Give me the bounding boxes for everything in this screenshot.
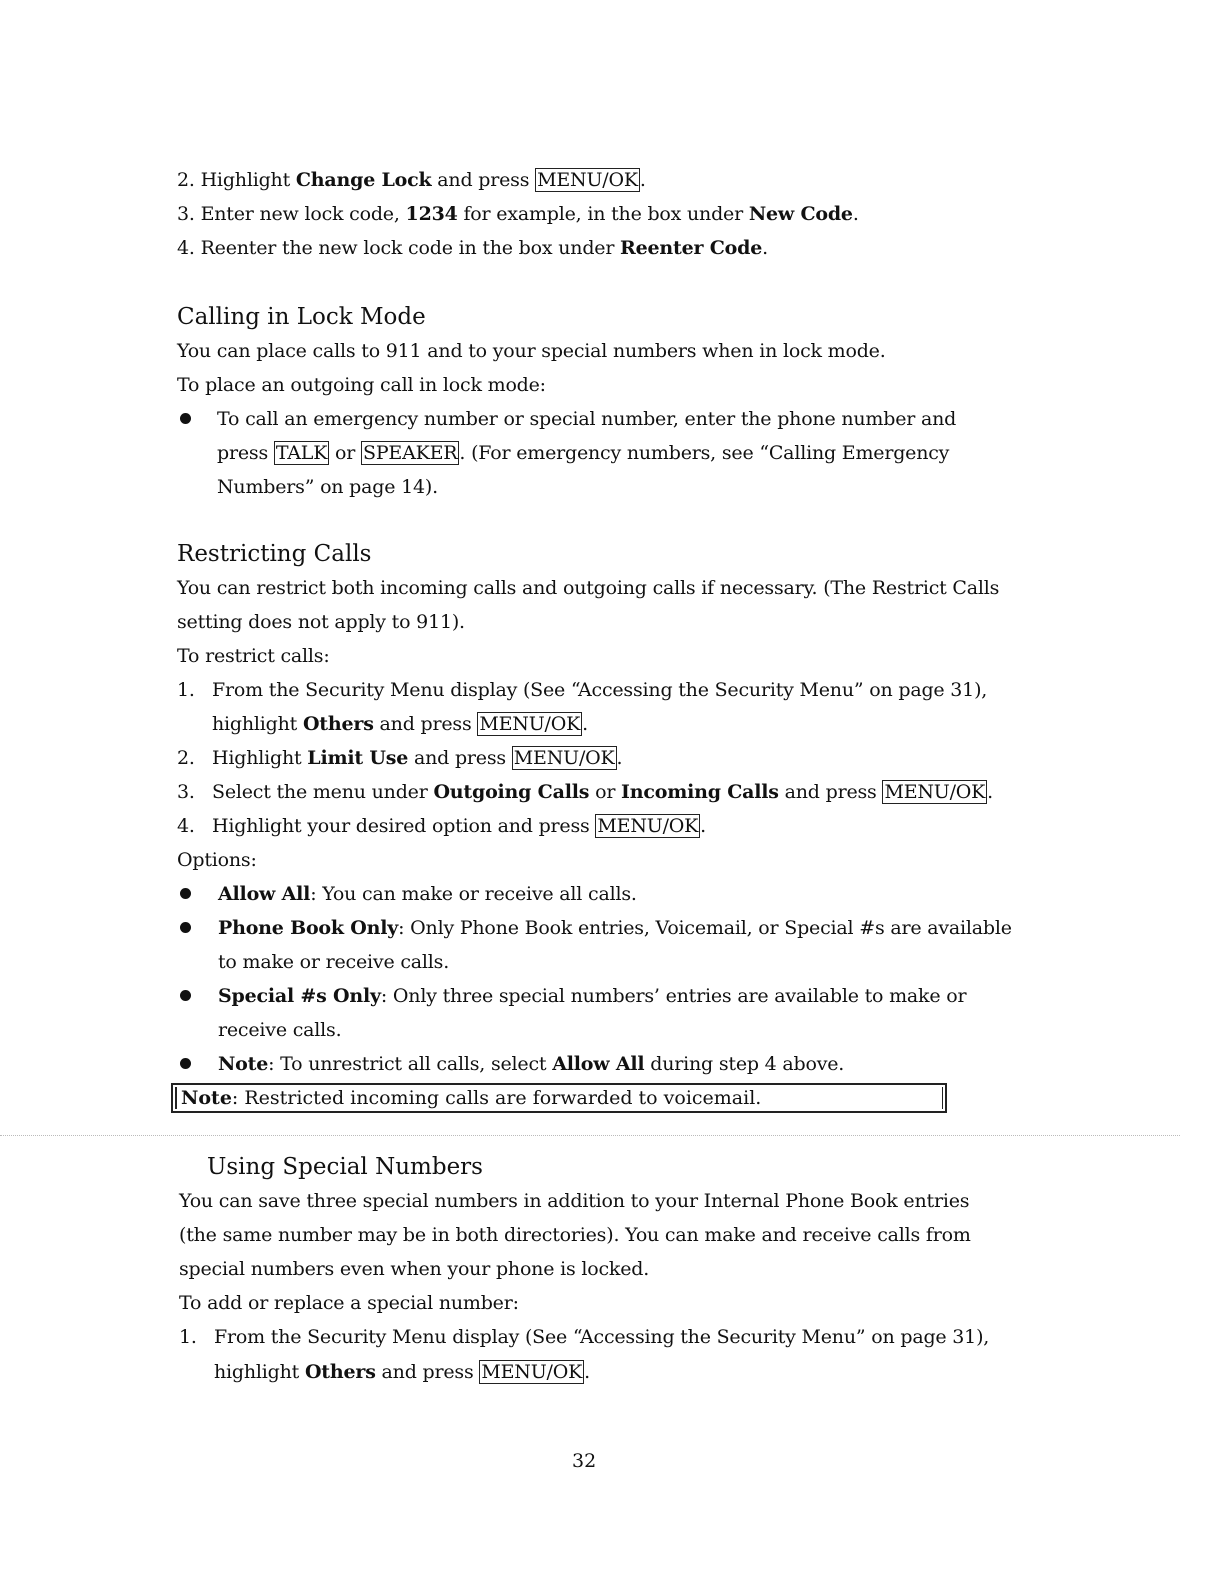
heading-restricting-calls: Restricting Calls (177, 541, 372, 567)
step-4-reenter-code: 4. Reenter the new lock code in the box under Reenter Code. (177, 237, 768, 259)
step-text: highlight Others and press MENU/OK . (212, 713, 588, 735)
step-number: 1. (177, 679, 195, 701)
option-text: to make or receive calls. (218, 951, 450, 973)
paragraph: To restrict calls: (177, 645, 330, 667)
step-text: Highlight your desired option and press MENU/OK . (212, 815, 706, 837)
bullet-text: Numbers” on page 14). (217, 476, 438, 498)
step-number: 1. (179, 1326, 197, 1348)
menu-ok-key: MENU/OK (513, 747, 615, 769)
menu-ok-key: MENU/OK (481, 1361, 583, 1383)
option-text: receive calls. (218, 1019, 342, 1041)
menu-ok-key: MENU/OK (479, 713, 581, 735)
paragraph: To add or replace a special number: (179, 1292, 519, 1314)
bullet-icon (180, 1058, 191, 1069)
menu-ok-key: MENU/OK (537, 169, 638, 191)
section-divider (0, 1135, 1180, 1136)
bullet-icon (180, 413, 191, 424)
step-number: 4. (177, 815, 195, 837)
note-box (171, 1083, 947, 1113)
option-note: Note: To unrestrict all calls, select Allow All during step 4 above. (218, 1053, 845, 1075)
paragraph: special numbers even when your phone is locked. (179, 1258, 650, 1280)
step-text: From the Security Menu display (See “Accessing the Security Menu” on page 31), (214, 1326, 990, 1348)
step-2-change-lock: 2. Highlight Change Lock and press MENU/OK . (177, 169, 646, 191)
step-number: 2. (177, 747, 195, 769)
heading-using-special-numbers: Using Special Numbers (207, 1154, 483, 1180)
paragraph: You can restrict both incoming calls and outgoing calls if necessary. (The Restrict Calls (177, 577, 1000, 599)
paragraph: You can save three special numbers in addition to your Internal Phone Book entries (179, 1190, 970, 1212)
step-number: 3. (177, 781, 195, 803)
menu-ok-key: MENU/OK (884, 781, 986, 803)
step-text: Highlight Limit Use and press MENU/OK . (212, 747, 623, 769)
note-text: Note: Restricted incoming calls are forwarded to voicemail. (181, 1087, 762, 1109)
bullet-icon (180, 888, 191, 899)
page-number: 32 (572, 1450, 597, 1472)
step-text: From the Security Menu display (See “Accessing the Security Menu” on page 31), (212, 679, 988, 701)
step-text: highlight Others and press MENU/OK . (214, 1361, 590, 1383)
bullet-text: To call an emergency number or special number, enter the phone number and (217, 408, 957, 430)
options-label: Options: (177, 849, 257, 871)
paragraph: You can place calls to 911 and to your special numbers when in lock mode. (177, 340, 886, 362)
talk-key: TALK (275, 442, 328, 464)
step-text: Select the menu under Outgoing Calls or Incoming Calls and press MENU/OK . (212, 781, 994, 803)
menu-ok-key: MENU/OK (597, 815, 699, 837)
option-special-only: Special #s Only: Only three special numbers’ entries are available to make or (218, 985, 967, 1007)
option-allow-all: Allow All: You can make or receive all calls. (218, 883, 637, 905)
option-phone-book-only: Phone Book Only: Only Phone Book entries, Voicemail, or Special #s are available (218, 917, 1012, 939)
heading-calling-lock-mode: Calling in Lock Mode (177, 304, 426, 330)
paragraph: To place an outgoing call in lock mode: (177, 374, 546, 396)
paragraph: (the same number may be in both directories). You can make and receive calls from (179, 1224, 971, 1246)
step-3-new-code: 3. Enter new lock code, 1234 for example, in the box under New Code. (177, 203, 859, 225)
bullet-icon (180, 922, 191, 933)
bullet-text: press TALK or SPEAKER . (For emergency numbers, see “Calling Emergency (217, 442, 950, 464)
bullet-icon (180, 990, 191, 1001)
paragraph: setting does not apply to 911). (177, 611, 465, 633)
speaker-key: SPEAKER (363, 442, 458, 464)
